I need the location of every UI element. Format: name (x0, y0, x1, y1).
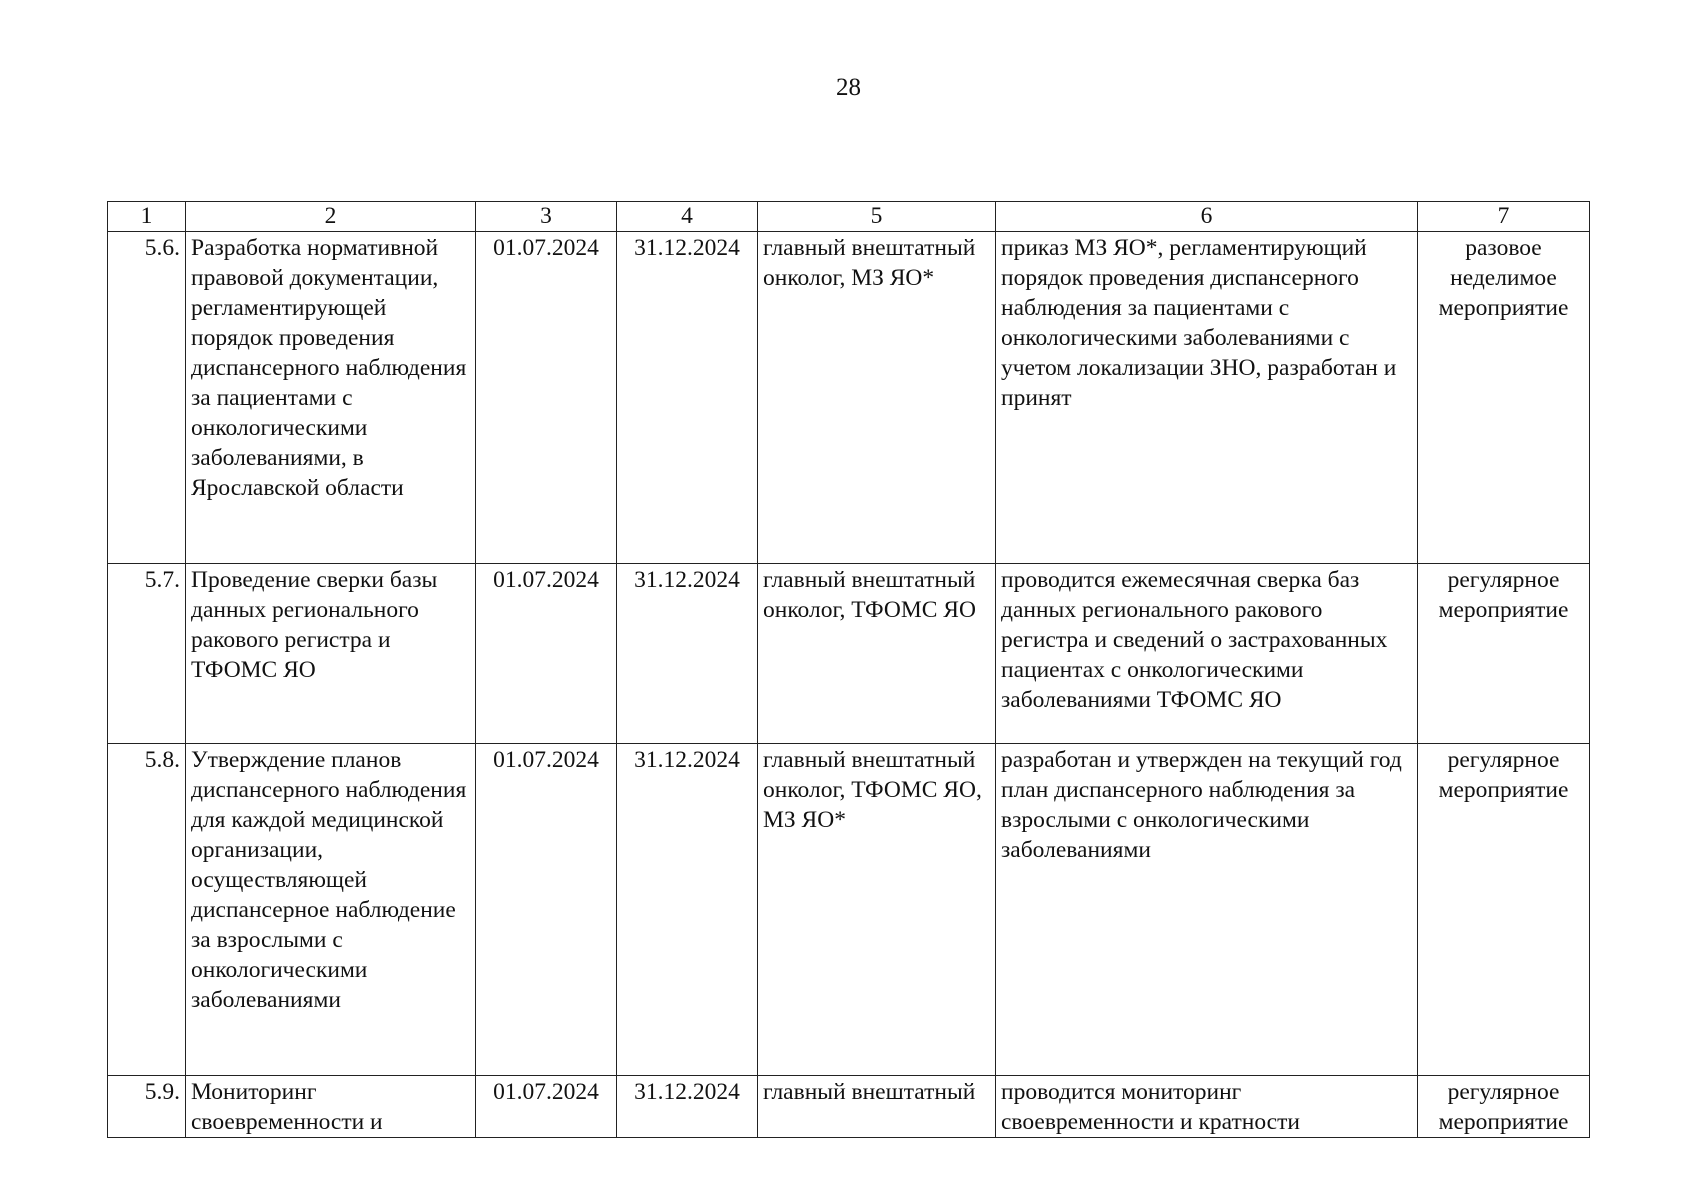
table-row (108, 232, 1590, 564)
column-number: 2 (186, 202, 476, 232)
responsible-cell: главный внештатный онколог, ТФОМС ЯО, МЗ ЯО* (758, 744, 996, 1076)
result-cell: проводится ежемесячная сверка баз данных регионального ракового регистра и сведений о застрахованных пациентах с онкологическими заболеваниями ТФОМС ЯО (996, 564, 1418, 744)
action-cell: Утверждение планов диспансерного наблюдения для каждой медицинской организации, осуществляющей диспансерное наблюдение за взрослыми с онкологическими заболеваниями (186, 744, 476, 1076)
measures-table (107, 201, 1590, 1138)
table-row (108, 744, 1590, 1076)
result-cell: проводится мониторинг своевременности и кратности (996, 1076, 1418, 1138)
column-number: 1 (108, 202, 186, 232)
result-cell: разработан и утвержден на текущий год план диспансерного наблюдения за взрослыми с онкологическими заболеваниями (996, 744, 1418, 1076)
end-date-cell: 31.12.2024 (617, 232, 758, 564)
column-number: 4 (617, 202, 758, 232)
column-number: 5 (758, 202, 996, 232)
start-date-cell: 01.07.2024 (476, 232, 617, 564)
row-number: 5.8. (108, 744, 186, 1076)
action-cell: Разработка нормативной правовой документации, регламентирующей порядок проведения диспансерного наблюдения за пациентами с онкологическими заболеваниями, в Ярославской области (186, 232, 476, 564)
page-number: 28 (836, 74, 861, 101)
responsible-cell: главный внештатный (758, 1076, 996, 1138)
start-date-cell: 01.07.2024 (476, 1076, 617, 1138)
end-date-cell: 31.12.2024 (617, 564, 758, 744)
column-number-row (108, 202, 1590, 232)
end-date-cell: 31.12.2024 (617, 744, 758, 1076)
start-date-cell: 01.07.2024 (476, 744, 617, 1076)
column-number: 7 (1418, 202, 1590, 232)
measure-type-cell: разовое неделимое мероприятие (1418, 232, 1590, 564)
action-cell: Мониторинг своевременности и (186, 1076, 476, 1138)
table-row (108, 1076, 1590, 1138)
row-number: 5.9. (108, 1076, 186, 1138)
responsible-cell: главный внештатный онколог, ТФОМС ЯО (758, 564, 996, 744)
action-cell: Проведение сверки базы данных регионального ракового регистра и ТФОМС ЯО (186, 564, 476, 744)
start-date-cell: 01.07.2024 (476, 564, 617, 744)
responsible-cell: главный внештатный онколог, МЗ ЯО* (758, 232, 996, 564)
result-cell: приказ МЗ ЯО*, регламентирующий порядок проведения диспансерного наблюдения за пациентами с онкологическими заболеваниями с учетом локализации ЗНО, разработан и принят (996, 232, 1418, 564)
column-number: 3 (476, 202, 617, 232)
column-number: 6 (996, 202, 1418, 232)
measure-type-cell: регулярное мероприятие (1418, 564, 1590, 744)
measure-type-cell: регулярное мероприятие (1418, 1076, 1590, 1138)
measure-type-cell: регулярное мероприятие (1418, 744, 1590, 1076)
row-number: 5.7. (108, 564, 186, 744)
end-date-cell: 31.12.2024 (617, 1076, 758, 1138)
table-row (108, 564, 1590, 744)
row-number: 5.6. (108, 232, 186, 564)
